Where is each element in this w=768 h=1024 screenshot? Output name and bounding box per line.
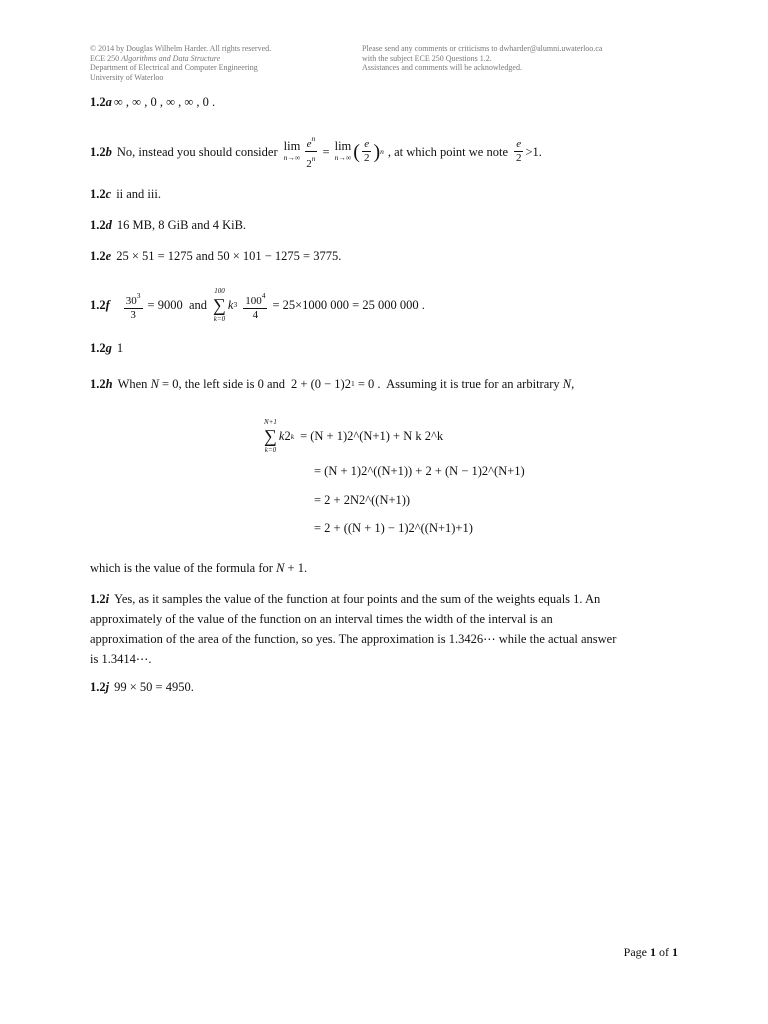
answer-label: 1.2f: [90, 298, 110, 312]
answer-label: 1.2j: [90, 680, 110, 694]
answer-text: 1: [116, 341, 124, 355]
page-number: Page 1 of 1: [623, 945, 678, 959]
answer-i: [90, 589, 680, 669]
header-right: [362, 44, 692, 73]
answer-label: 1.2d: [90, 218, 112, 232]
course-line: ECE 250 Algorithms and Data Structure: [90, 53, 221, 63]
answer-label: 1.2b: [90, 144, 112, 159]
fraction: $\frac{100^4}{4}$: [245, 290, 266, 321]
answer-text: is 1.3414⋯.: [90, 652, 152, 666]
fraction: $\frac{e}{2}$: [363, 138, 370, 164]
equation-line: N+1 ∑ k=0 k 2 k = (N + 1)2^(N+1) + N k 2^k: [264, 418, 444, 454]
fraction: $\frac{e}{2}$: [516, 138, 522, 164]
limit-operator: lim n→∞: [334, 138, 352, 162]
equation-line: = 2 + ((N + 1) − 1)2^((N+1)+1): [314, 520, 473, 535]
fraction: $\frac{30^3}{3}$: [125, 290, 141, 321]
answer-f: 1.2f $\frac{30^3}{3}$ = 9000 and 100 ∑ k=0 k 3 $\frac{100^4}{4}$ = 25×1000 000 = 25 000 000 .: [90, 287, 425, 323]
answer-g: [90, 338, 680, 358]
acknowledge-line: Assistances and comments will be acknowledged.: [362, 63, 522, 72]
answer-c: [90, 184, 680, 204]
summation-symbol: 100 ∑ k=0: [213, 287, 226, 323]
answer-d: [90, 215, 680, 235]
answer-text: approximation of the area of the function, so yes. The approximation is 1.3426⋯ while the actual answer: [90, 632, 617, 646]
answer-label: 1.2i: [90, 592, 110, 606]
subject-line: with the subject ECE 250 Questions 1.2.: [362, 53, 492, 63]
equation-block: [262, 416, 582, 542]
answer-b: 1.2b No, instead you should consider lim n→∞ $\frac{e^n}{2^n}$ = lim n→∞ ( $\frac{e}{2}$ ) n , at which point we note $\frac{e}{2}$ >1.: [90, 134, 542, 170]
answer-text: ii and iii.: [116, 187, 161, 201]
answer-text: No, instead you should consider: [116, 144, 278, 159]
summation-symbol: N+1 ∑ k=0: [264, 418, 277, 454]
header-left: [90, 44, 350, 82]
university-line: University of Waterloo: [90, 72, 164, 82]
answer-label: 1.2a: [90, 95, 112, 109]
answer-text: 25 × 51 = 1275 and 50 × 101 − 1275 = 3775.: [116, 249, 342, 263]
answer-label: 1.2h: [90, 377, 113, 391]
answer-label: 1.2g: [90, 341, 112, 355]
contact-line: Please send any comments or criticisms to dwharder@alumni.uwaterloo.ca: [362, 44, 603, 53]
answer-text: ∞ , ∞ , 0 , ∞ , ∞ , 0 .: [113, 95, 216, 109]
answer-j: [90, 677, 680, 697]
copyright-line: © 2014 by Douglas Wilhelm Harder. All rights reserved.: [90, 44, 272, 53]
answer-text: approximately of the value of the function on an interval times the width of the interval is an: [90, 612, 553, 626]
equation-line: = 2 + 2N2^((N+1)): [314, 492, 411, 507]
answer-e: [90, 246, 680, 266]
answer-text: Yes, as it samples the value of the function at four points and the sum of the weights equals 1. An: [114, 592, 601, 606]
answer-label: 1.2c: [90, 187, 112, 201]
answer-h-conclusion: which is the value of the formula for N + 1.: [90, 561, 308, 575]
answer-text: 16 MB, 8 GiB and 4 KiB.: [116, 218, 247, 232]
answer-text: 99 × 50 = 4950.: [114, 680, 194, 694]
answer-h: 1.2h When N = 0, the left side is 0 and 2 + (0 − 1)2 1 = 0 . Assuming it is true for an arbitrary N ,: [90, 374, 680, 394]
department-line: Department of Electrical and Computer Engineering: [90, 63, 258, 72]
limit-operator: lim n→∞: [283, 138, 301, 162]
fraction: $\frac{e^n}{2^n}$: [306, 134, 316, 170]
answer-a: [90, 92, 680, 112]
equation-text: = (N + 1)2^(N+1) + N k 2^k: [300, 428, 444, 443]
equation-line: = (N + 1)2^((N+1)) + 2 + (N − 1)2^(N+1): [314, 463, 525, 478]
answer-label: 1.2e: [90, 249, 112, 263]
